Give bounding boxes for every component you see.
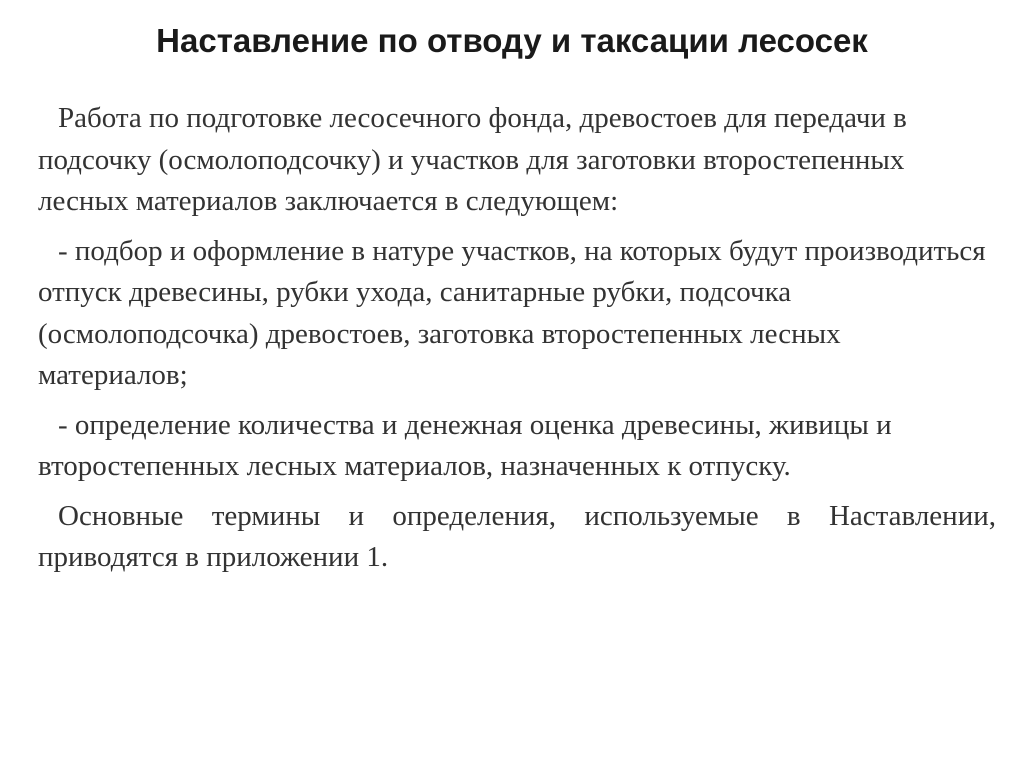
paragraph-item-valuation: - определение количества и денежная оценка древесины, живицы и второстепенных лесных материалов, назначенных к отпуску. xyxy=(38,408,892,482)
paragraph-item-selection: - подбор и оформление в натуре участков, на которых будут производиться отпуск древесины, рубки ухода, санитарные рубки, подсочка (осмолоподсочка) древостоев, заготовка второстепенных лесных материалов; xyxy=(38,234,986,391)
slide-body xyxy=(38,98,996,587)
slide-title: Наставление по отводу и таксации лесосек xyxy=(156,22,868,59)
paragraph-terms: Основные термины и определения, используемые в Наставлении, приводятся в приложении 1. xyxy=(38,499,996,573)
paragraph-intro: Работа по подготовке лесосечного фонда, древостоев для передачи в подсочку (осмолоподсочку) и участков для заготовки второстепенных лесных материалов заключается в следующем: xyxy=(38,102,907,217)
